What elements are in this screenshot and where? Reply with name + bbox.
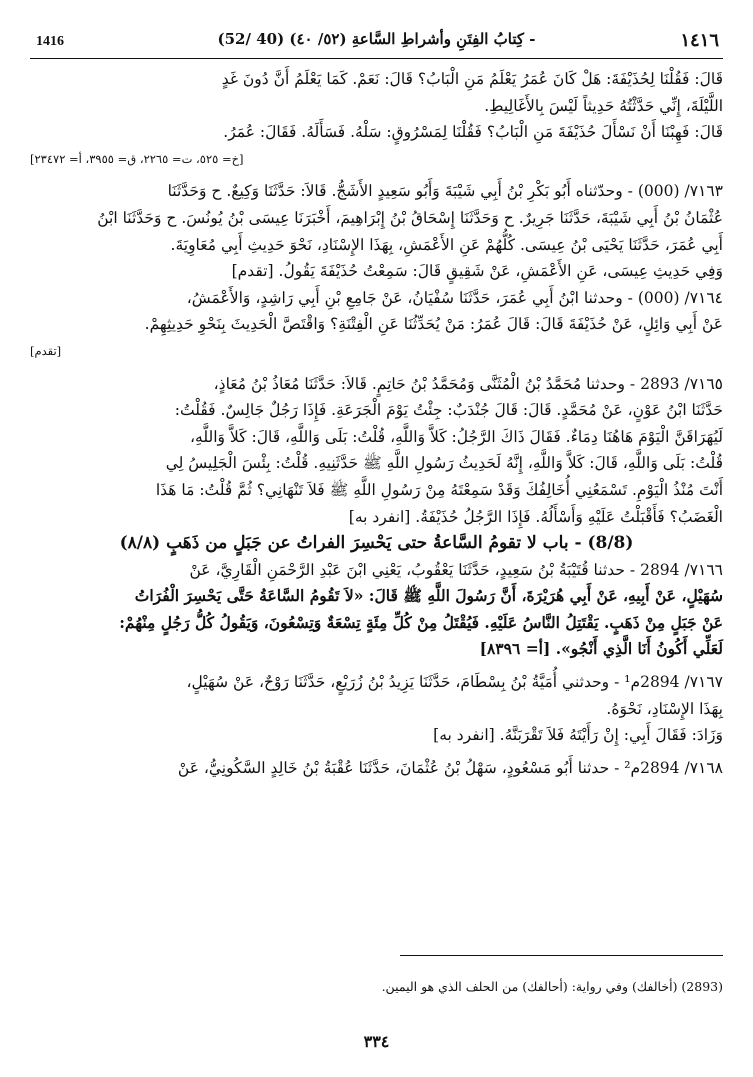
text-line: قَالَ: فَقُلْنَا لِحُذَيْفَةَ: هَلْ كَانَ عُمَرُ يَعْلَمُ مَنِ الْبَابُ؟ قَالَ: نَعَمْ. كَمَا يَعْلَمُ أَنَّ دُونَ غَدٍ	[221, 70, 723, 88]
text-line: حَدَّثَنَا ابْنُ عَوْنٍ، عَنْ مُحَمَّدٍ. قَالَ: قَالَ جُنْدَبٌ: جِئْتُ يَوْمَ الْجَرَعَةِ. فَإِذَا رَجُلٌ جَالِسٌ. فَقُلْتُ:	[174, 401, 723, 420]
hadith-7164: ٧١٦٤/ (000) - وحدثنا ابْنُ أَبِي عُمَرَ، حَدَّثَنَا سُفْيَانُ، عَنْ جَامِعِ بْنِ أَبِي رَاشِدٍ، وَالأَعْمَشُ،	[186, 288, 723, 307]
text-line: قُلْتُ: بَلَى وَاللَّهِ، قَالَ: كَلاَّ وَاللَّهِ، إِنَّهُ لَحَدِيثُ رَسُولِ اللَّهِ ﷺ حَدَّثَنِيهِ. قُلْتُ: بِئْسَ الْجَلِيسُ لِي	[165, 454, 723, 473]
text-line: الْغَضَبُ؟ فَأَقْبَلْتُ عَلَيْهِ وَأَسْأَلُهُ. فَإِذَا الرَّجُلُ حُذَيْفَةُ. [انفرد به]	[348, 507, 723, 526]
header-rule	[30, 58, 723, 59]
text-line: وَزَادَ: فَقَالَ أَبِي: إِنْ رَأَيْتَهُ فَلاَ تَقْرَبَنَّهُ. [انفرد به]	[433, 726, 723, 745]
text-line: اللَّيْلَةَ، إِنِّي حَدَّثْتُهُ حَدِيثاً لَيْسَ بِالأَغَالِيطِ.	[484, 96, 723, 115]
text-line: عَنْ جَبَلٍ مِنْ ذَهَبٍ. يَقْتَتِلُ النَّاسُ عَلَيْهِ. فَيُقْتَلُ مِنْ كُلِّ مِئَةٍ تِسْعَةٌ وَتِسْعُونَ، وَيَقُولُ كُلُّ رَجُلٍ مِنْهُمْ:	[119, 612, 723, 632]
hadith-7166: ٧١٦٦/ 2894 - حدثنا قُتَيْبَةُ بْنُ سَعِيدٍ، حَدَّثَنَا يَعْقُوبُ، يَعْنِي ابْنَ عَبْدِ الرَّحْمَنِ الْقَارِيَّ، عَنْ	[189, 560, 723, 579]
text-line: قَالَ: فَهِبْنَا أَنْ نَسْأَلَ حُذَيْفَةَ مَنِ الْبَابُ؟ فَقُلْنَا لِمَسْرُوقٍ: سَلْهُ. فَسَأَلَهُ. فَقَالَ: عُمَرُ.	[223, 123, 723, 142]
footnote: (2893) (أخالفك) وفي رواية: (أحالفك) من الحلف الذي هو اليمين.	[381, 978, 723, 994]
page-body	[30, 66, 723, 781]
hadith-7168: ٧١٦٨/ 2894م² - حدثنا أَبُو مَسْعُودٍ، سَهْلُ بْنُ عُثْمَانَ، حَدَّثَنَا عُقْبَةُ بْنُ خَالِدٍ السَّكُونِيُّ، عَنْ	[177, 758, 723, 777]
page-number-arabic: ١٤١٦	[680, 30, 719, 51]
text-line: وَفِي حَدِيثِ عِيسَى، عَنِ الأَعْمَشِ، عَنْ شَقِيقٍ قَالَ: سَمِعْتُ حُذَيْفَةَ يَقُولُ. [تقدم]	[231, 262, 723, 281]
hadith-7165: ٧١٦٥/ 2893 - وحدثنا مُحَمَّدُ بْنُ الْمُثَنَّى وَمُحَمَّدُ بْنُ حَاتِمٍ. قَالاَ: حَدَّثَنَا مُعَاذُ بْنُ مُعَاذٍ،	[213, 374, 723, 393]
page-number-latin: 1416	[36, 34, 64, 49]
text-line: سُهَيْلٍ، عَنْ أَبِيهِ، عَنْ أَبِي هُرَيْرَةَ، أَنَّ رَسُولَ اللَّهِ ﷺ قَالَ: «لاَ تَقُومُ السَّاعَةُ حَتَّى يَحْسِرَ الْفُرَاتُ	[134, 586, 723, 606]
text-line: عَنْ أَبِي وَائِلٍ، عَنْ حُذَيْفَةَ قَالَ: قَالَ عُمَرُ: مَنْ يُحَدِّثُنَا عَنِ الْفِتْنَةِ؟ وَاقْتَصَّ الْحَدِيثَ بِنَحْوِ حَدِيثِهِمْ.	[144, 315, 723, 334]
hadith-7163: ٧١٦٣/ (000) - وحدّثناه أَبُو بَكْرِ بْنُ أَبِي شَيْبَةَ وَأَبُو سَعِيدٍ الأَشَجُّ. قَالاَ: حَدَّثَنَا وَكِيعٌ. ح وَحَدَّثَنَا	[167, 182, 723, 201]
text-line: أَبِي عُمَرَ، حَدَّثَنَا يَحْيَى بْنُ عِيسَى. كُلُّهُمْ عَنِ الأَعْمَشِ، بِهَذَا الإِسْنَادِ، نَحْوَ حَدِيثِ أَبِي مُعَاوِيَةَ.	[170, 235, 723, 254]
bottom-page-number: ٣٣٤	[363, 1032, 390, 1051]
running-title: - كِتابُ الفِتَنِ وأشراطِ السَّاعةِ (٥٢/ ٤٠) (40 /52)	[217, 30, 536, 48]
text-line: بِهَذَا الإِسْنَادِ، نَحْوَهُ.	[606, 699, 723, 718]
text-line: عُثْمَانُ بْنُ أَبِي شَيْبَةَ، حَدَّثَنَا جَرِيرٌ. ح وَحَدَّثَنَا إِسْحَاقُ بْنُ إِبْرَاهِيمَ، أَخْبَرَنَا عِيسَى بْنُ يُونُسَ. ح وَحَدَّثَنَا ابْنُ	[97, 208, 723, 227]
reference-line: [تقدم]	[30, 343, 62, 358]
reference-line: [خ= ٥٢٥، ت= ٢٢٦٥، ق= ٣٩٥٥، أ= ٢٣٤٧٢]	[30, 151, 244, 166]
text-line: لَيُهَرَاقَنَّ الْيَوْمَ هَاهُنَا دِمَاءٌ. فَقَالَ ذَاكَ الرَّجُلُ: كَلاَّ وَاللَّهِ، قُلْتُ: بَلَى وَاللَّهِ، قَالَ: كَلاَّ وَاللَّهِ،	[190, 427, 723, 446]
chapter-heading: (8/8) - باب لا تقومُ السَّاعةُ حتى يَحْسِرَ الفراتُ عن جَبَلٍ من ذَهَبٍ (٨/٨)	[119, 533, 634, 554]
text-line: أَنْتَ مُنْذُ الْيَوْمِ. تَسْمَعُنِي أُخَالِفُكَ وَقَدْ سَمِعْتَهُ مِنْ رَسُولِ اللَّهِ ﷺ فَلاَ تَنْهَانِي؟ ثُمَّ قُلْتُ: مَا هَذَا	[155, 480, 723, 499]
footnote-rule	[400, 955, 723, 956]
text-line: لَعَلِّي أَكُونُ أَنَا الَّذِي أَنْجُو». [أ= ٨٣٩٦]	[479, 639, 723, 659]
hadith-7167: ٧١٦٧/ 2894م¹ - وحدثني أُمَيَّةُ بْنُ بِسْطَامَ، حَدَّثَنَا يَزِيدُ بْنُ زُرَيْعٍ، حَدَّثَنَا رَوْحٌ، عَنْ سُهَيْلٍ،	[186, 673, 723, 692]
page-header	[30, 24, 723, 58]
